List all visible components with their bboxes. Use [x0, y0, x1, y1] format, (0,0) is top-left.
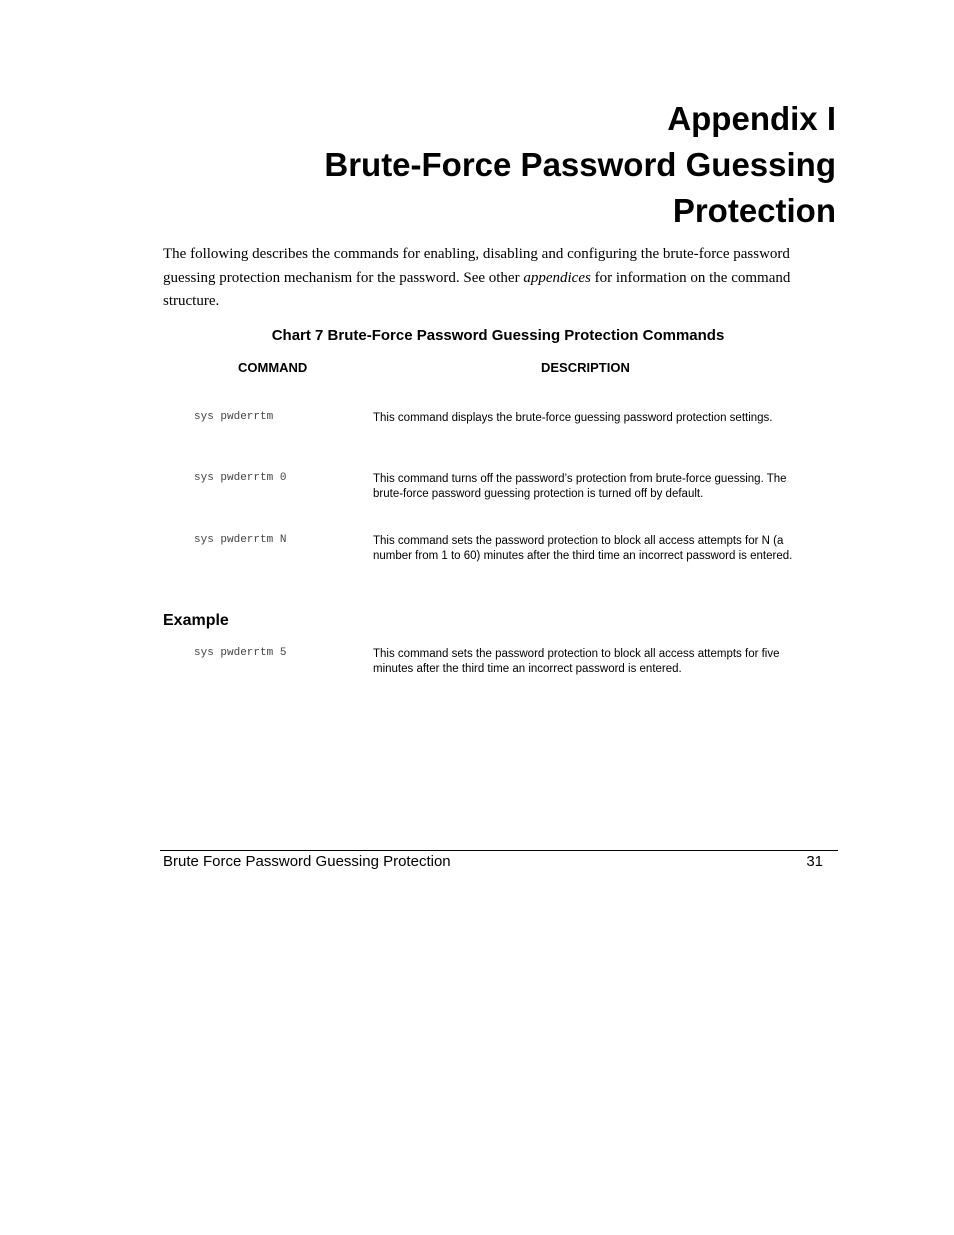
page-number: 31: [806, 853, 823, 870]
intro-text-start: The following describes the commands for enabling, disabling and configuring the brute-force password guessing protection mechanism for the password. See other: [163, 246, 790, 286]
title-line-3: Protection: [672, 192, 836, 229]
column-header-description: DESCRIPTION: [541, 360, 630, 375]
command-code: sys pwderrtm N: [194, 534, 287, 546]
page-title: [136, 96, 836, 234]
column-header-command: COMMAND: [238, 360, 308, 375]
example-heading: Example: [163, 612, 229, 629]
command-description: This command turns off the password’s protection from brute-force guessing. The brute-force password guessing protection is turned off by default.: [373, 473, 787, 500]
chart-caption: Chart 7 Brute-Force Password Guessing Protection Commands: [271, 327, 725, 344]
title-line-2: Brute-Force Password Guessing: [324, 146, 836, 183]
footer-section-title: Brute Force Password Guessing Protection: [163, 853, 451, 870]
title-line-1: Appendix I: [667, 100, 836, 137]
command-description: This command displays the brute-force guessing password protection settings.: [373, 412, 773, 424]
command-code: sys pwderrtm: [194, 411, 274, 423]
intro-emphasis: appendices: [523, 269, 591, 286]
example-command-description: This command sets the password protection to block all access attempts for five minutes after the third time an incorrect password is entered.: [373, 648, 780, 675]
command-description: This command sets the password protection to block all access attempts for N (a number from 1 to 60) minutes after the third time an incorrect password is entered.: [373, 535, 793, 562]
command-code: sys pwderrtm 0: [194, 472, 287, 484]
example-command-code: sys pwderrtm 5: [194, 647, 287, 659]
intro-text-end: for information on the command structure.: [163, 269, 791, 309]
footer-divider: [160, 850, 838, 851]
intro-paragraph: [163, 243, 833, 314]
